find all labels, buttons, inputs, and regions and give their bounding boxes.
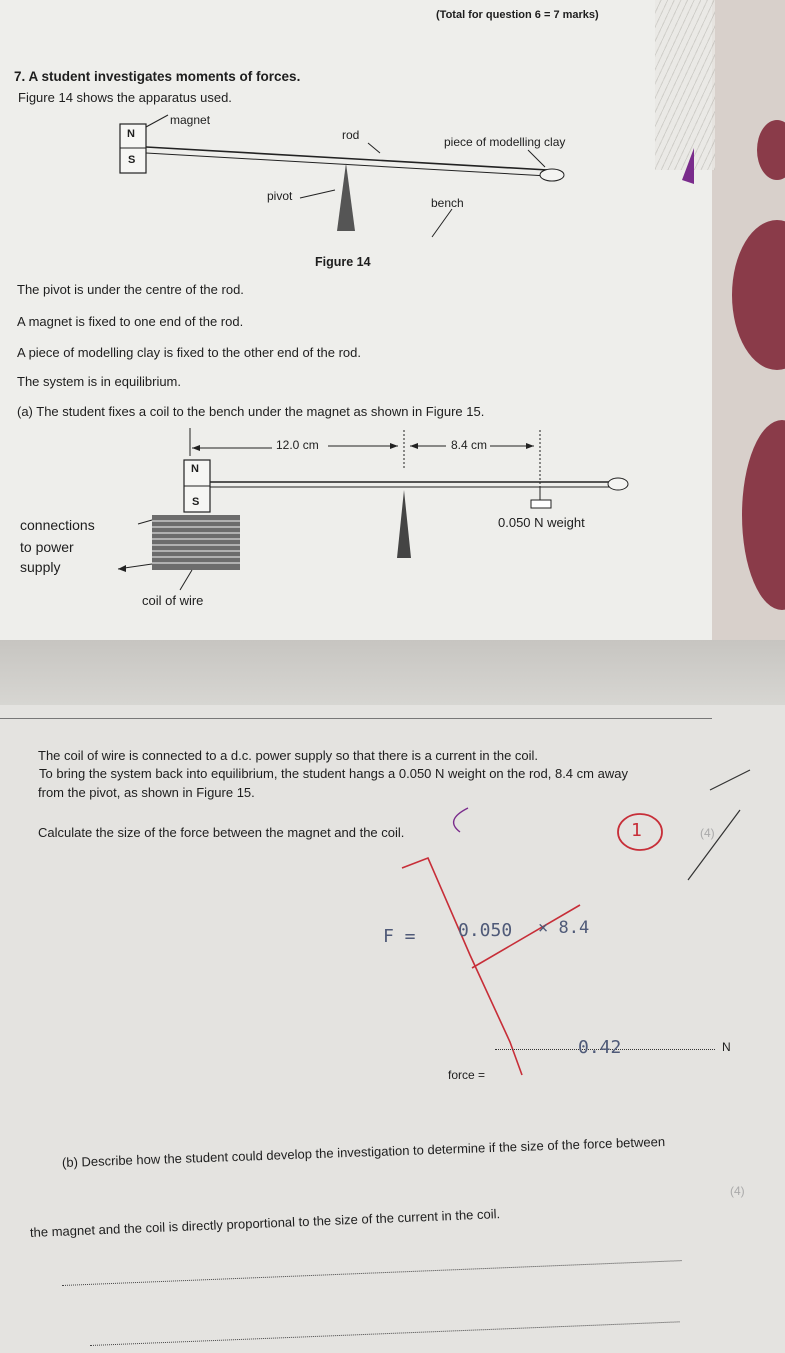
north-pole-label: N (127, 128, 135, 140)
part-a-task: Calculate the size of the force between the magnet and the coil. (38, 825, 405, 840)
desk-background (712, 0, 785, 640)
working-times: × 8.4 (538, 918, 590, 938)
working-value: 0.050 (458, 920, 513, 941)
part-a-body-1: The coil of wire is connected to a d.c. power supply so that there is a current in the coil. (38, 748, 539, 763)
answer-value: 0.42 (578, 1037, 622, 1058)
total-marks-header: (Total for question 6 = 7 marks) (436, 9, 599, 21)
part-a-marks: (4) (700, 826, 715, 840)
statement-pivot: The pivot is under the centre of the rod. (17, 282, 244, 297)
part-a-body-3: from the pivot, as shown in Figure 15. (38, 785, 255, 800)
part-b-line-2: the magnet and the coil is directly proportional to the size of the current in the coil. (29, 1206, 501, 1240)
page-rule (0, 718, 712, 719)
purple-corner-mark (682, 148, 702, 188)
part-b-marks: (4) (730, 1184, 745, 1198)
score-mark: 1 (631, 820, 642, 841)
figure-14-caption: Figure 14 (315, 255, 371, 269)
magnet-label: magnet (170, 113, 211, 127)
answer-label: force = (448, 1068, 486, 1082)
statement-magnet: A magnet is fixed to one end of the rod. (17, 314, 244, 329)
statement-equilibrium: The system is in equilibrium. (17, 374, 181, 389)
part-b-line-1: (b) Describe how the student could develop the investigation to determine if the size of the force between (61, 1133, 666, 1170)
bench-label: bench (431, 196, 464, 210)
fig15-north-label: N (191, 463, 199, 475)
fig15-south-label: S (192, 496, 200, 508)
south-pole-label: S (128, 154, 136, 166)
answer-unit: N (722, 1040, 731, 1054)
connections-label-line3: supply (20, 559, 61, 575)
part-a-body-2: To bring the system back into equilibrium, the student hangs a 0.050 N weight on the rod, 8.4 cm away (39, 766, 628, 781)
connections-label-line2: to power (20, 539, 74, 555)
clay-label: piece of modelling clay (444, 135, 566, 149)
pivot-label: pivot (267, 189, 293, 203)
question-title: 7. A student investigates moments of forces. (14, 69, 301, 84)
coil-label: coil of wire (142, 593, 204, 608)
dim-8-4cm-label: 8.4 cm (451, 438, 488, 452)
working-f: F = (383, 926, 416, 947)
statement-clay: A piece of modelling clay is fixed to the other end of the rod. (17, 345, 361, 360)
bleed-through-text (655, 0, 715, 170)
dim-12cm-label: 12.0 cm (276, 438, 319, 452)
connections-label: connections (20, 517, 95, 533)
part-a-intro: (a) The student fixes a coil to the bench under the magnet as shown in Figure 15. (17, 404, 485, 419)
weight-label: 0.050 N weight (498, 515, 585, 530)
rod-label: rod (342, 128, 360, 142)
figure-14-diagram (0, 105, 600, 255)
page-gap (0, 640, 785, 705)
question-intro: Figure 14 shows the apparatus used. (18, 90, 232, 105)
